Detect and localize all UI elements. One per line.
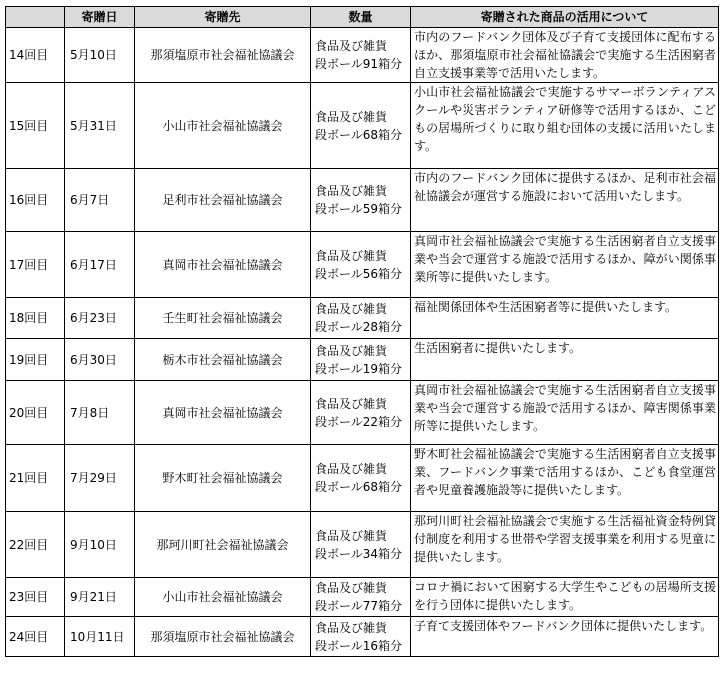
table-row — [6, 298, 719, 339]
recipient-cell: 那須塩原市社会福祉協議会 — [135, 28, 311, 83]
quantity-line-1: 食品及び雑貨 — [315, 109, 388, 124]
usage-cell: 那珂川町社会福祉協議会で実施する生活福祉資金特例貸付制度を利用する世帯や学習支援事業を利用する児童に提供いたします。 — [411, 512, 719, 578]
usage-cell: 市内のフードバンク団体及び子育て支援団体に配布するほか、那須塩原市社会福祉協議会で実施する生活困窮者自立支援事業等で活用いたします。 — [411, 28, 719, 83]
recipient-cell: 小山市社会福祉協議会 — [135, 83, 311, 169]
recipient-cell: 真岡市社会福祉協議会 — [135, 381, 311, 445]
quantity-cell — [311, 298, 411, 339]
table-row — [6, 83, 719, 169]
recipient-cell: 栃木市社会福祉協議会 — [135, 339, 311, 381]
table-row — [6, 381, 719, 445]
table-row — [6, 232, 719, 298]
header-quantity: 数量 — [311, 7, 411, 28]
date-cell: 10月11日 — [65, 617, 135, 657]
quantity-line-1: 食品及び雑貨 — [315, 184, 388, 198]
quantity-cell — [311, 617, 411, 657]
table-row — [6, 512, 719, 578]
round-cell: 24回目 — [6, 617, 65, 657]
date-cell: 6月23日 — [65, 298, 135, 339]
table-row — [6, 445, 719, 512]
quantity-line-1: 食品及び雑貨 — [315, 581, 388, 595]
header-recipient: 寄贈先 — [135, 7, 311, 28]
quantity-cell — [311, 381, 411, 445]
recipient-cell: 那須塩原市社会福祉協議会 — [135, 617, 311, 657]
header-round — [6, 7, 65, 28]
round-cell: 19回目 — [6, 339, 65, 381]
quantity-line-2: 段ボール19箱分 — [315, 361, 403, 376]
usage-cell: 真岡市社会福祉協議会で実施する生活困窮者自立支援事業や当会で運営する施設で活用するほか、障害関係事業所等に提供いたします。 — [411, 381, 719, 445]
quantity-cell — [311, 339, 411, 381]
donation-table — [5, 6, 719, 657]
table-row — [6, 169, 719, 232]
quantity-line-2: 段ボール28箱分 — [315, 320, 403, 334]
recipient-cell: 小山市社会福祉協議会 — [135, 578, 311, 617]
recipient-cell: 野木町社会福祉協議会 — [135, 445, 311, 512]
quantity-line-1: 食品及び雑貨 — [315, 620, 388, 635]
table-row — [6, 578, 719, 617]
date-cell: 6月17日 — [65, 232, 135, 298]
recipient-cell: 真岡市社会福祉協議会 — [135, 232, 311, 298]
date-cell: 7月29日 — [65, 445, 135, 512]
quantity-line-2: 段ボール91箱分 — [315, 57, 403, 71]
usage-cell: 福祉関係団体や生活困窮者等に提供いたします。 — [411, 298, 719, 339]
quantity-line-2: 段ボール59箱分 — [315, 202, 403, 216]
quantity-line-1: 食品及び雑貨 — [315, 248, 388, 263]
quantity-line-1: 食品及び雑貨 — [315, 462, 388, 476]
date-cell: 7月8日 — [65, 381, 135, 445]
quantity-cell — [311, 512, 411, 578]
quantity-cell — [311, 83, 411, 169]
quantity-line-1: 食品及び雑貨 — [315, 396, 388, 411]
quantity-line-2: 段ボール56箱分 — [315, 266, 403, 281]
round-cell: 23回目 — [6, 578, 65, 617]
header-row — [6, 7, 719, 28]
usage-cell: 野木町社会福祉協議会で実施する生活困窮者自立支援事業、フードバンク事業で活用するほか、こども食堂運営者や児童養護施設等に提供いたします。 — [411, 445, 719, 512]
round-cell: 18回目 — [6, 298, 65, 339]
quantity-cell — [311, 28, 411, 83]
round-cell: 22回目 — [6, 512, 65, 578]
round-cell: 20回目 — [6, 381, 65, 445]
recipient-cell: 壬生町社会福祉協議会 — [135, 298, 311, 339]
usage-cell: 子育て支援団体やフードバンク団体に提供いたします。 — [411, 617, 719, 657]
recipient-cell: 足利市社会福祉協議会 — [135, 169, 311, 232]
recipient-cell: 那珂川町社会福祉協議会 — [135, 512, 311, 578]
quantity-line-1: 食品及び雑貨 — [315, 39, 388, 53]
usage-cell: 市内のフードバンク団体に提供するほか、足利市社会福祉協議会が運営する施設において活用いたします。 — [411, 169, 719, 232]
quantity-line-2: 段ボール77箱分 — [315, 599, 403, 613]
quantity-cell — [311, 578, 411, 617]
date-cell: 5月10日 — [65, 28, 135, 83]
quantity-line-2: 段ボール22箱分 — [315, 414, 403, 429]
date-cell: 9月21日 — [65, 578, 135, 617]
header-date: 寄贈日 — [65, 7, 135, 28]
quantity-line-2: 段ボール16箱分 — [315, 638, 403, 653]
round-cell: 16回目 — [6, 169, 65, 232]
usage-cell: 小山市社会福祉協議会で実施するサマーボランティアスクールや災害ボランティア研修等で活用するほか、こどもの居場所づくりに取り組む団体の支援に活用いたします。 — [411, 83, 719, 169]
usage-cell: 真岡市社会福祉協議会で実施する生活困窮者自立支援事業や当会で運営する施設で活用するほか、障がい関係事業所等に提供いたします。 — [411, 232, 719, 298]
quantity-line-2: 段ボール68箱分 — [315, 127, 403, 142]
quantity-line-1: 食品及び雑貨 — [315, 343, 388, 358]
round-cell: 21回目 — [6, 445, 65, 512]
quantity-line-2: 段ボール68箱分 — [315, 480, 403, 494]
quantity-line-1: 食品及び雑貨 — [315, 302, 388, 316]
table-row — [6, 339, 719, 381]
usage-cell: コロナ禍において困窮する大学生やこどもの居場所支援を行う団体に提供いたします。 — [411, 578, 719, 617]
quantity-cell — [311, 445, 411, 512]
quantity-cell — [311, 169, 411, 232]
table-row — [6, 28, 719, 83]
date-cell: 6月7日 — [65, 169, 135, 232]
date-cell: 6月30日 — [65, 339, 135, 381]
date-cell: 5月31日 — [65, 83, 135, 169]
date-cell: 9月10日 — [65, 512, 135, 578]
quantity-line-2: 段ボール34箱分 — [315, 546, 403, 561]
round-cell: 17回目 — [6, 232, 65, 298]
quantity-line-1: 食品及び雑貨 — [315, 528, 388, 543]
round-cell: 14回目 — [6, 28, 65, 83]
table-row — [6, 617, 719, 657]
quantity-cell — [311, 232, 411, 298]
round-cell: 15回目 — [6, 83, 65, 169]
usage-cell: 生活困窮者に提供いたします。 — [411, 339, 719, 381]
header-usage: 寄贈された商品の活用について — [411, 7, 719, 28]
